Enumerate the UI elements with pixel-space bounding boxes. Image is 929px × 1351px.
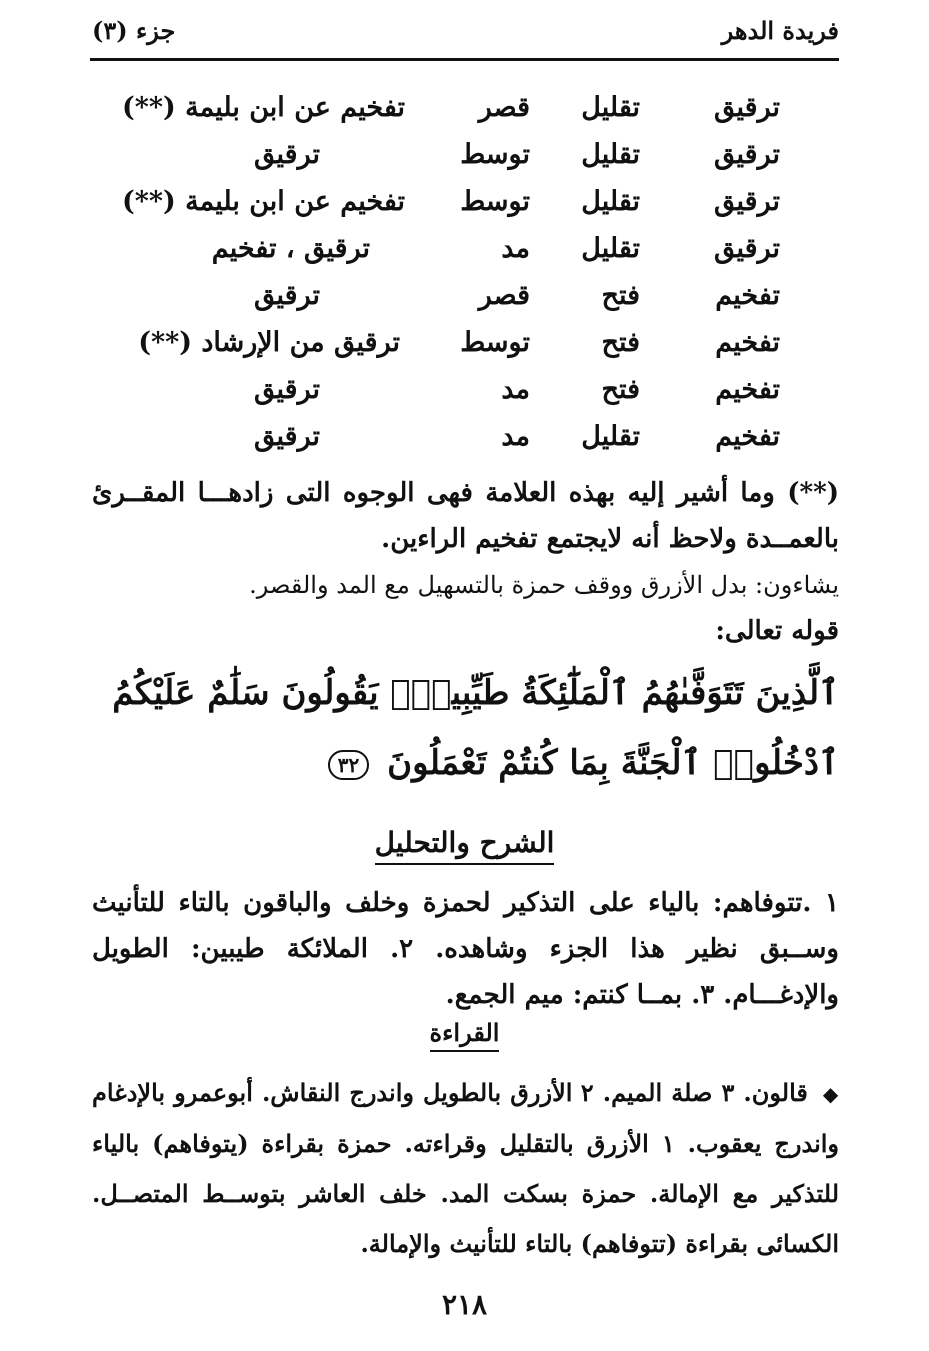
table-cell: تقليل <box>581 139 640 170</box>
table-cell: ترقيق <box>254 374 320 405</box>
table-cell: تقليل <box>581 421 640 452</box>
variants-table <box>121 92 790 468</box>
table-cell: ترقيق <box>254 280 320 311</box>
qiraa-text <box>92 1068 839 1269</box>
table-cell: ترقيق <box>254 421 320 452</box>
sharh-text: ١ .تتوفاهم: بالياء على التذكير لحمزة وخلف والباقون بالتاء للتأنيث وســبق نظير هذا الجزء وشاهده. ٢. الملائكة طيبين: الطويل والإدغـــام. ٣. بمــا كنتم: ميم الجمع. <box>92 888 839 1010</box>
part-label: جزء (٣) <box>92 16 176 45</box>
table-row <box>150 139 790 186</box>
table-cell: تقليل <box>581 186 640 217</box>
table-cell: ترقيق <box>714 92 780 123</box>
table-cell: مد <box>501 421 530 452</box>
table-cell: توسط <box>460 186 530 217</box>
table-cell: ترقيق من الإرشاد (**) <box>138 327 400 358</box>
table-cell: تفخيم عن ابن بليمة (**) <box>121 186 405 217</box>
table-row <box>121 92 790 139</box>
qiraa-body: قالون. ٣ صلة الميم. ٢ الأزرق بالطويل واندرج النقاش. أبوعمرو بالإدغام واندرج يعقوب. ١ الأزرق بالتقليل وقراءته. حمزة بقراءة (يتوفاهم) بالياء للتذكير مع الإمالة. حمزة بسكت المد. خلف العاشر بتوســط المتصــل. الكسائى بقراءة (تتوفاهم) بالتاء للتأنيث والإمالة. <box>92 1078 840 1258</box>
table-cell: تفخيم عن ابن بليمة (**) <box>121 92 405 123</box>
qawluhu-heading: قوله تعالى: <box>715 616 839 646</box>
table-cell: مد <box>501 233 530 264</box>
table-cell: ترقيق <box>714 233 780 264</box>
table-row <box>150 280 790 327</box>
diamond-bullet-icon: ◆ <box>822 1082 839 1106</box>
table-cell: قصر <box>478 280 530 311</box>
table-cell: تقليل <box>581 233 640 264</box>
running-title: فريدة الدهر <box>721 16 839 45</box>
quran-verse <box>92 658 839 798</box>
table-cell: تفخيم <box>715 421 780 452</box>
footnote-text: (**) وما أشير إليه بهذه العلامة فهى الوجوه التى زادهـــا المقــرئ بالعمــدة ولاحظ أنه لايجتمع تفخيم الراءين. <box>92 478 839 554</box>
table-cell: ترقيق <box>714 139 780 170</box>
table-row <box>138 327 790 374</box>
table-cell: قصر <box>478 92 530 123</box>
table-row <box>121 186 790 233</box>
table-cell: توسط <box>460 327 530 358</box>
table-cell: تفخيم <box>715 374 780 405</box>
table-row <box>150 374 790 421</box>
table-cell: فتح <box>601 280 640 311</box>
table-cell: ترقيق <box>714 186 780 217</box>
header-rule <box>90 58 839 61</box>
section-title-text: الشرح والتحليل <box>375 826 555 865</box>
table-cell: مد <box>501 374 530 405</box>
table-cell: ترقيق ، تفخيم <box>211 233 370 264</box>
table-row <box>150 233 790 280</box>
verse-text: ٱلَّذِينَ تَتَوَفَّىٰهُمُ ٱلْمَلَٰٓئِكَةُ طَيِّبِينَۙ يَقُولُونَ سَلَٰمٌ عَلَيْكُمُ ٱدْخُلُوا۟ ٱلْجَنَّةَ بِمَا كُنتُمْ تَعْمَلُونَ <box>112 673 839 783</box>
table-cell: تفخيم <box>715 280 780 311</box>
subsection-title-text: القراءة <box>430 1018 500 1052</box>
ayah-number-marker: ٣٢ <box>328 750 369 780</box>
table-row <box>150 421 790 468</box>
section-title <box>0 826 929 859</box>
subsection-title <box>0 1018 929 1047</box>
table-cell: ترقيق <box>254 139 320 170</box>
table-cell: فتح <box>601 374 640 405</box>
table-cell: توسط <box>460 139 530 170</box>
table-cell: تفخيم <box>715 327 780 358</box>
table-cell: فتح <box>601 327 640 358</box>
yashaoun-note: يشاءون: بدل الأزرق ووقف حمزة بالتسهيل مع المد والقصر. <box>249 571 839 599</box>
table-cell: تقليل <box>581 92 640 123</box>
page-number: ٢١٨ <box>441 1288 488 1321</box>
